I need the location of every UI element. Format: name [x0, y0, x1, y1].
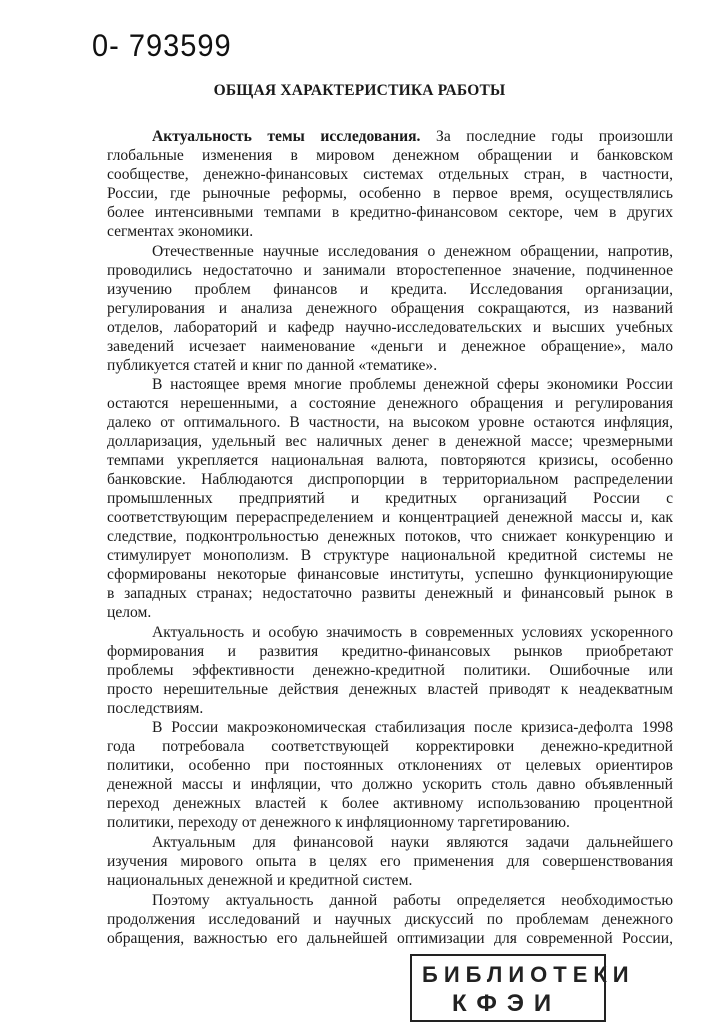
text-line [107, 127, 673, 146]
text-line: в западных странах; недостаточно развиты денежный и финансовый рынок в [107, 585, 673, 603]
text-line: года потребовала соответствующей корректировки денежно-кредитной [107, 738, 673, 756]
text-line: промышленных предприятий и кредитных организаций России с [107, 490, 673, 508]
text-line: регулирования и анализа денежного обращения сокращаются, из названий [107, 299, 673, 317]
text-line: формирования и развития кредитно-финансовых рынков приобретают [107, 642, 673, 660]
document-number: 0- 793599 [92, 28, 232, 64]
text-line: глобальные изменения в мировом денежном обращении и банковском [107, 147, 673, 164]
stamp-line-1: БИБЛИОТЕКИ [422, 962, 635, 987]
text-line: продолжения исследований и научных дискуссий по проблемам денежного [107, 910, 673, 928]
text-line: долларизация, удельный вес наличных денег в денежной массе; чрезмерными [107, 433, 673, 451]
text-line: более интенсивными темпами в кредитно-финансовом секторе, чем в других [107, 204, 673, 221]
text-line: остаются нерешенными, а состояние денежного обращения и регулирования [107, 395, 673, 413]
text-line: денежной массы и инфляции, что должно ускорить столь давно объявленный [107, 776, 673, 794]
text-line: следствие, подконтрольностью денежных потоков, что снижает конкуренцию и [107, 528, 673, 546]
paragraph [107, 833, 673, 890]
text-line: стимулирует монополизм. В структуре национальной кредитной системы не [107, 547, 673, 565]
text-line: соответствующим перераспределением и концентрацией денежной массы и, как [107, 509, 673, 527]
text-line: Актуальным для финансовой науки являются задачи дальнейшего [152, 833, 673, 851]
stamp-line-2: КФЭИ [452, 990, 562, 1017]
text-line: Поэтому актуальность данной работы определяется необходимостью [152, 891, 673, 909]
paragraph [107, 127, 673, 241]
paragraph [107, 718, 673, 832]
paragraph [107, 375, 673, 622]
text-line: политики, особенно при постоянных отклонениях от целевых ориентиров [107, 757, 673, 775]
text-line: В России макроэкономическая стабилизация после кризиса-дефолта 1998 [152, 719, 673, 737]
page-title: ОБЩАЯ ХАРАКТЕРИСТИКА РАБОТЫ [213, 82, 506, 99]
text-line: переход денежных властей к более активному использованию процентной [107, 795, 673, 813]
text-line: темпами укрепляется национальная валюта, повторяются кризисы, особенно [107, 452, 673, 470]
text-line: заведений исчезает наименование «деньги и денежное обращение», мало [107, 337, 673, 355]
text-line: далеко от оптимального. В частности, на высоком уровне остаются инфляция, [107, 414, 673, 432]
paragraph [107, 242, 673, 375]
text-line: целом. [107, 604, 152, 622]
text-line: национальных денежной и кредитной систем. [107, 871, 413, 889]
text-line: изучению проблем финансов и кредита. Исследования организации, [107, 280, 673, 298]
document-body [107, 127, 673, 948]
text-line: проблемы эффективности денежно-кредитной политики. Ошибочные или [107, 661, 673, 679]
paragraph [107, 891, 673, 948]
text-line: публикуется статей и книг по данной «тематике». [107, 356, 438, 374]
text-line: сегментах экономики. [107, 223, 254, 240]
text-line: В настоящее время многие проблемы денежной сферы экономики России [152, 376, 673, 394]
text-line: последствиям. [107, 699, 204, 717]
library-stamp [410, 954, 635, 1022]
line-text: За последние годы произошли [436, 128, 673, 145]
text-line: банковские. Наблюдаются диспропорции в территориальном распределении [107, 471, 673, 489]
paragraph [107, 623, 673, 718]
text-line: политики, переходу от денежного к инфляционному таргетированию. [107, 814, 570, 832]
text-line: изучения мирового опыта в целях его применения для совершенствования [107, 852, 673, 870]
text-line: Отечественные научные исследования о денежном обращении, напротив, [152, 242, 673, 260]
text-line: отделов, лабораторий и кафедр научно-исследовательских и высших учебных [107, 318, 673, 336]
text-line: просто нерешительные действия денежных властей приводят к неадекватным [107, 680, 673, 698]
text-line: сообществе, денежно-финансовых системах отдельных стран, в частности, [107, 166, 673, 183]
text-line: сформированы некоторые финансовые институты, успешно функционирующие [107, 566, 673, 584]
text-line: Актуальность и особую значимость в современных условиях ускоренного [152, 623, 673, 641]
text-line: обращения, важностью его дальнейшей оптимизации для современной России, [107, 929, 673, 947]
text-line: проводились недостаточно и занимали второстепенное значение, подчиненное [107, 261, 673, 279]
lead-heading: Актуальность темы исследования. [152, 128, 421, 145]
text-line: России, где рыночные реформы, особенно в первое время, осуществлялись [107, 185, 673, 202]
